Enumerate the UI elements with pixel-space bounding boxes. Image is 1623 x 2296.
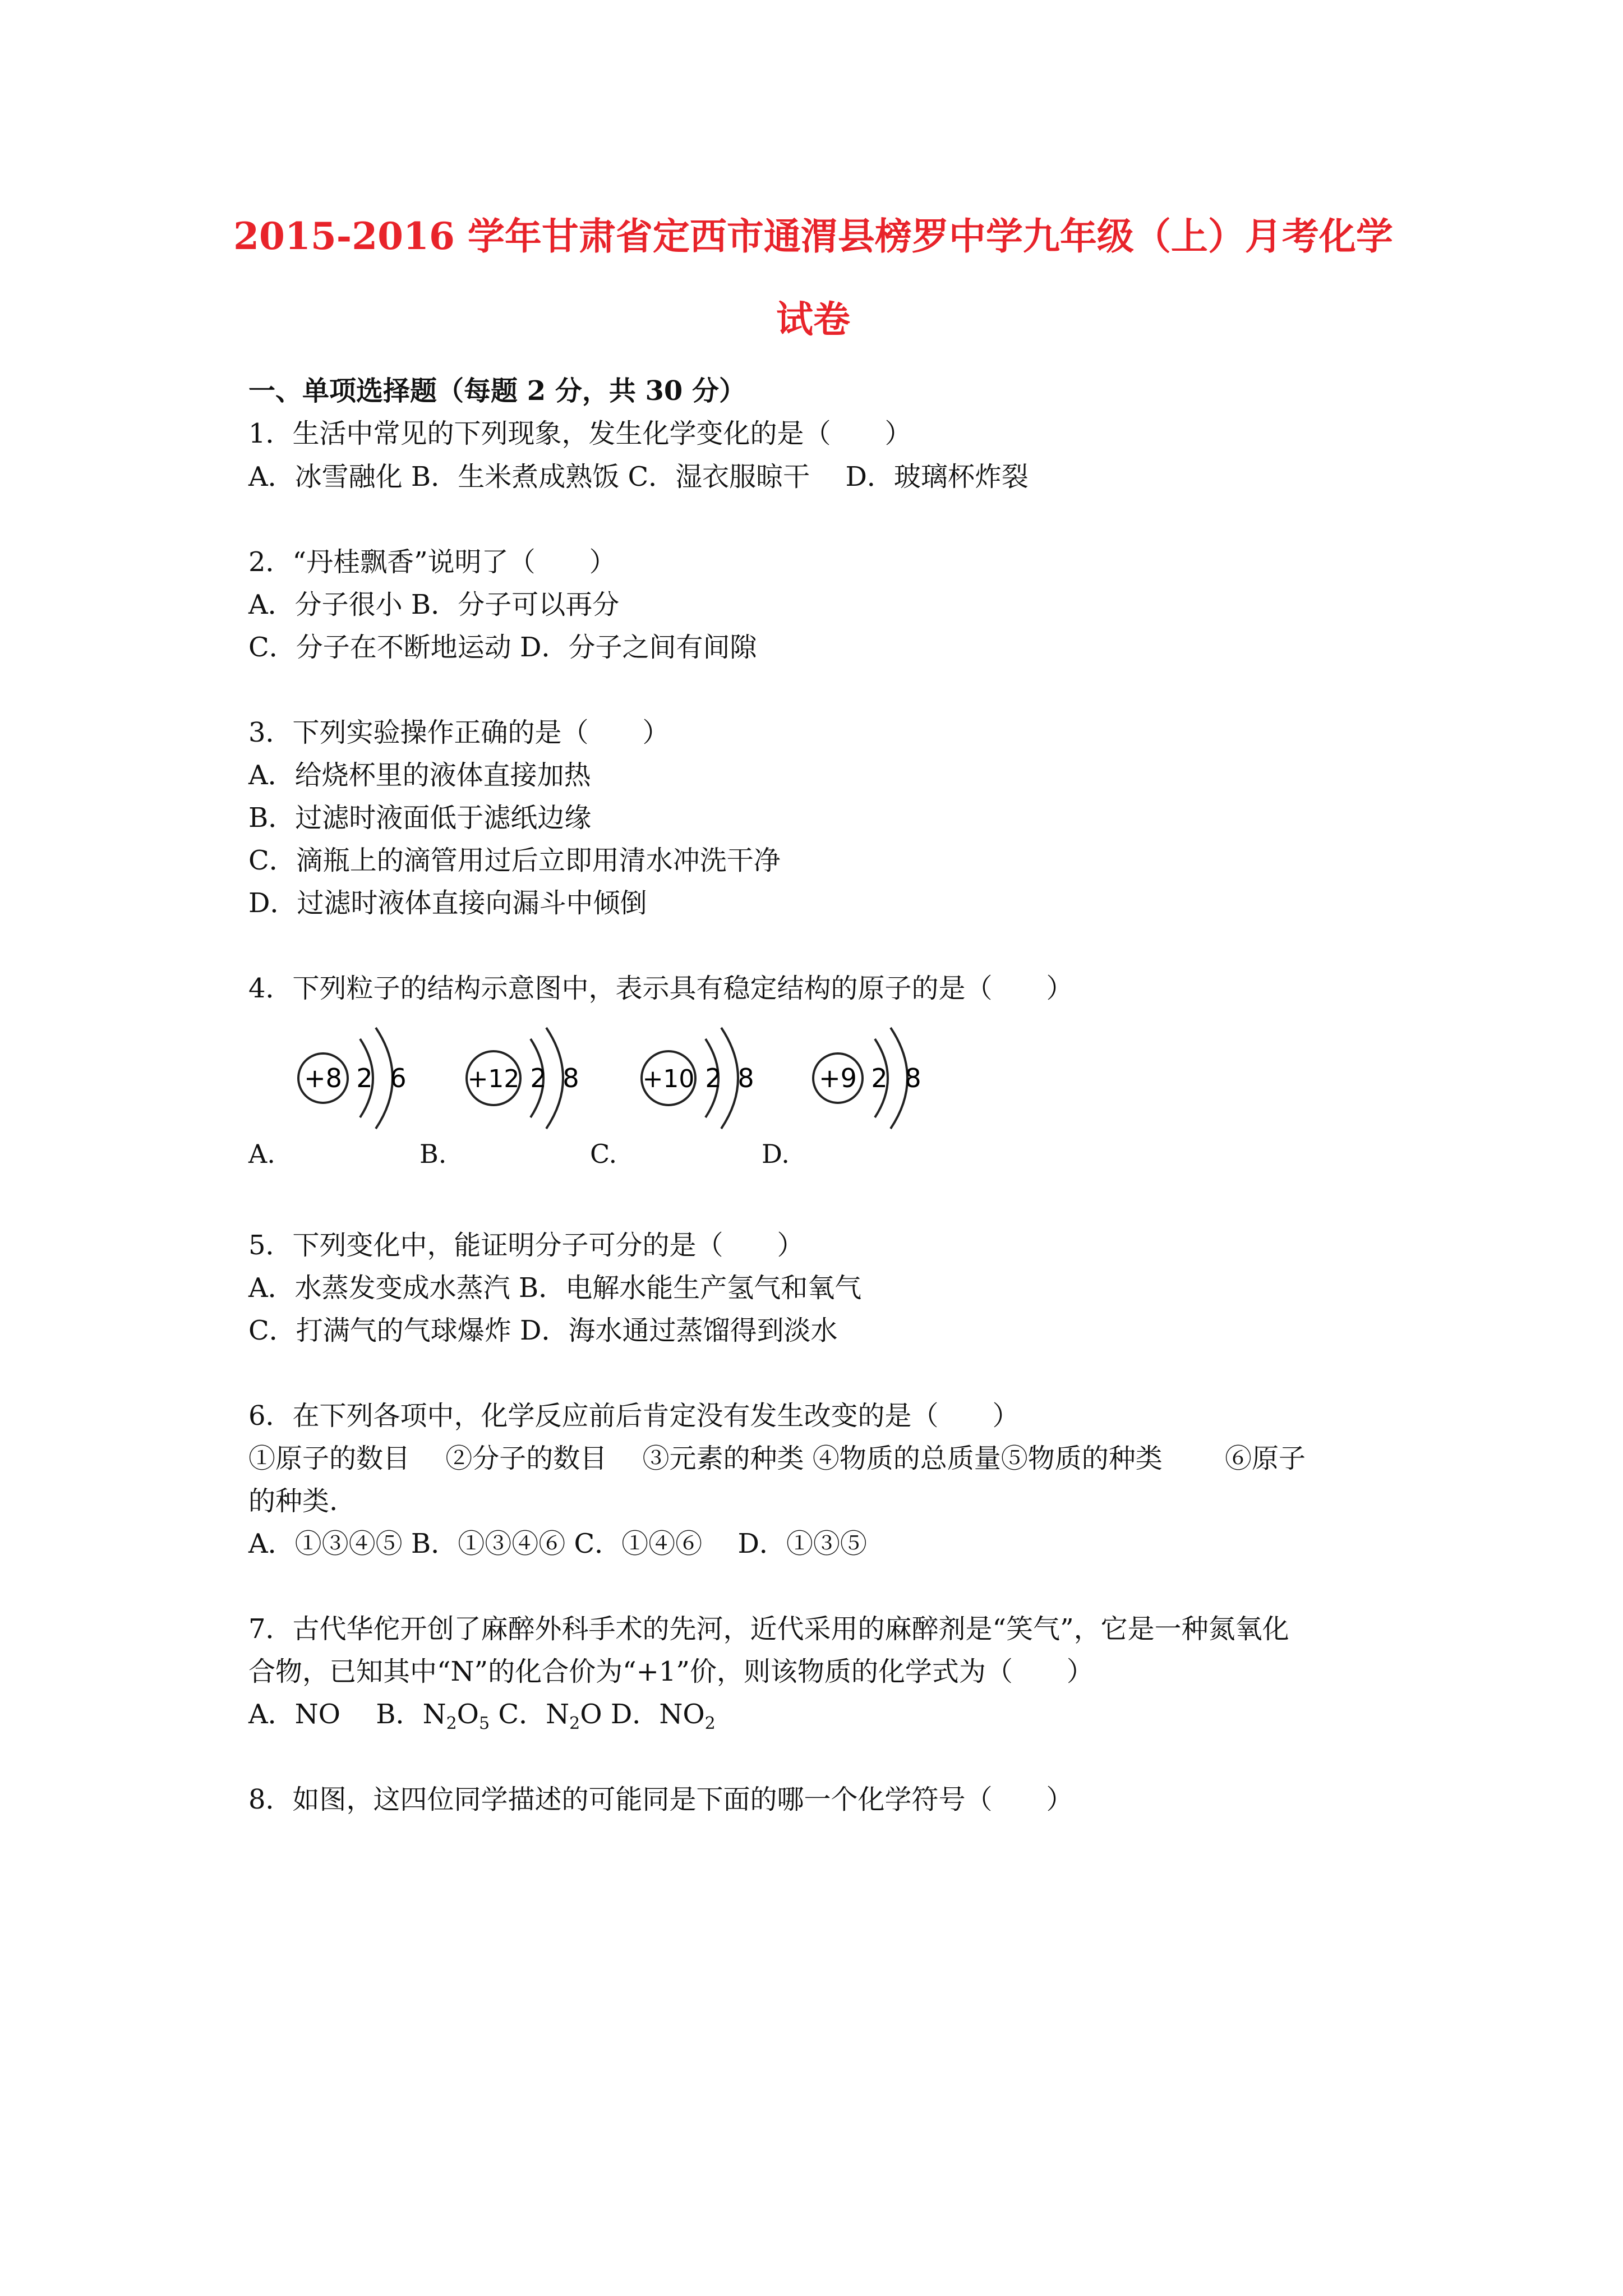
question-3-option-d: D．过滤时液体直接向漏斗中倾倒	[248, 887, 647, 919]
question-2-options-ab: A．分子很小 B．分子可以再分	[248, 589, 620, 620]
nucleus-charge: +9	[819, 1063, 857, 1093]
diagram-label-c: C.	[590, 1139, 617, 1169]
shell-1-count: 2	[530, 1063, 547, 1093]
question-6-items-line2: 的种类.	[248, 1485, 338, 1517]
shell-2-count: 8	[737, 1063, 754, 1093]
shell-1-count: 2	[871, 1063, 888, 1093]
question-2-stem: 2．“丹桂飘香”说明了（ ）	[248, 546, 616, 578]
question-3-option-c: C．滴瓶上的滴管用过后立即用清水冲洗干净	[248, 845, 781, 876]
nucleus-charge: +10	[642, 1065, 695, 1093]
question-3-option-a: A．给烧杯里的液体直接加热	[248, 760, 591, 791]
question-7-stem-line1: 7．古代华佗开创了麻醉外科手术的先河，近代采用的麻醉剂是“笑气”，它是一种氮氧化	[248, 1613, 1289, 1645]
atom-diagram-a	[292, 1022, 426, 1137]
q7-option-c-formula: $N_2O$	[546, 1699, 602, 1733]
question-3-option-b: B．过滤时液面低于滤纸边缘	[248, 802, 592, 834]
question-2-options-cd: C．分子在不断地运动 D．分子之间有间隙	[248, 632, 757, 663]
atom-diagram-d	[806, 1022, 941, 1137]
question-6-stem: 6．在下列各项中，化学反应前后肯定没有发生改变的是（ ）	[248, 1400, 1020, 1432]
question-1-options: A．冰雪融化 B．生米煮成熟饭 C．湿衣服晾干 D．玻璃杯炸裂	[248, 461, 1029, 493]
question-6-items-line1: ①原子的数目 ②分子的数目 ③元素的种类 ④物质的总质量⑤物质的种类 ⑥原子	[248, 1443, 1306, 1474]
q7-option-d-formula: $NO_2$	[659, 1699, 716, 1733]
shell-1-count: 2	[705, 1063, 722, 1093]
atom-diagram-c	[637, 1022, 772, 1137]
diagram-label-b: B.	[419, 1139, 447, 1169]
diagram-label-d: D.	[762, 1139, 790, 1169]
nucleus-charge: +12	[467, 1065, 520, 1093]
question-5-options-ab: A．水蒸发变成水蒸汽 B．电解水能生产氢气和氧气	[248, 1272, 862, 1304]
q7-option-b-formula: $N_2O_5$	[422, 1699, 490, 1733]
question-6-options: A．①③④⑤ B．①③④⑥ C．①④⑥ D．①③⑤	[248, 1528, 867, 1559]
shell-2-count: 6	[390, 1063, 407, 1093]
q7-option-a-and-b-label: A．NO B．	[248, 1699, 423, 1730]
nucleus-charge: +8	[304, 1063, 342, 1093]
question-1-stem: 1．生活中常见的下列现象，发生化学变化的是（ ）	[248, 418, 912, 449]
question-5-options-cd: C．打满气的气球爆炸 D．海水通过蒸馏得到淡水	[248, 1315, 838, 1346]
q7-option-d-label: D．	[602, 1699, 660, 1730]
question-7-options	[248, 1699, 716, 1733]
atom-diagram-b	[462, 1022, 597, 1137]
exam-title-line1: 2015-2016 学年甘肃省定西市通渭县榜罗中学九年级（上）月考化学	[233, 214, 1393, 258]
section-heading: 一、单项选择题（每题 2 分，共 30 分）	[248, 375, 746, 407]
q7-option-c-label: C．	[490, 1699, 546, 1730]
question-5-stem: 5．下列变化中，能证明分子可分的是（ ）	[248, 1230, 804, 1261]
exam-title-line2: 试卷	[776, 297, 850, 341]
question-3-stem: 3．下列实验操作正确的是（ ）	[248, 717, 670, 748]
question-8-stem: 8．如图，这四位同学描述的可能同是下面的哪一个化学符号（ ）	[248, 1784, 1073, 1815]
shell-2-count: 8	[905, 1063, 921, 1093]
diagram-label-a: A.	[248, 1139, 275, 1169]
question-7-stem-line2: 合物，已知其中“N”的化合价为“+1”价，则该物质的化学式为（ ）	[248, 1656, 1094, 1687]
shell-2-count: 8	[562, 1063, 579, 1093]
shell-1-count: 2	[356, 1063, 373, 1093]
question-4-stem: 4．下列粒子的结构示意图中，表示具有稳定结构的原子的是（ ）	[248, 973, 1073, 1004]
